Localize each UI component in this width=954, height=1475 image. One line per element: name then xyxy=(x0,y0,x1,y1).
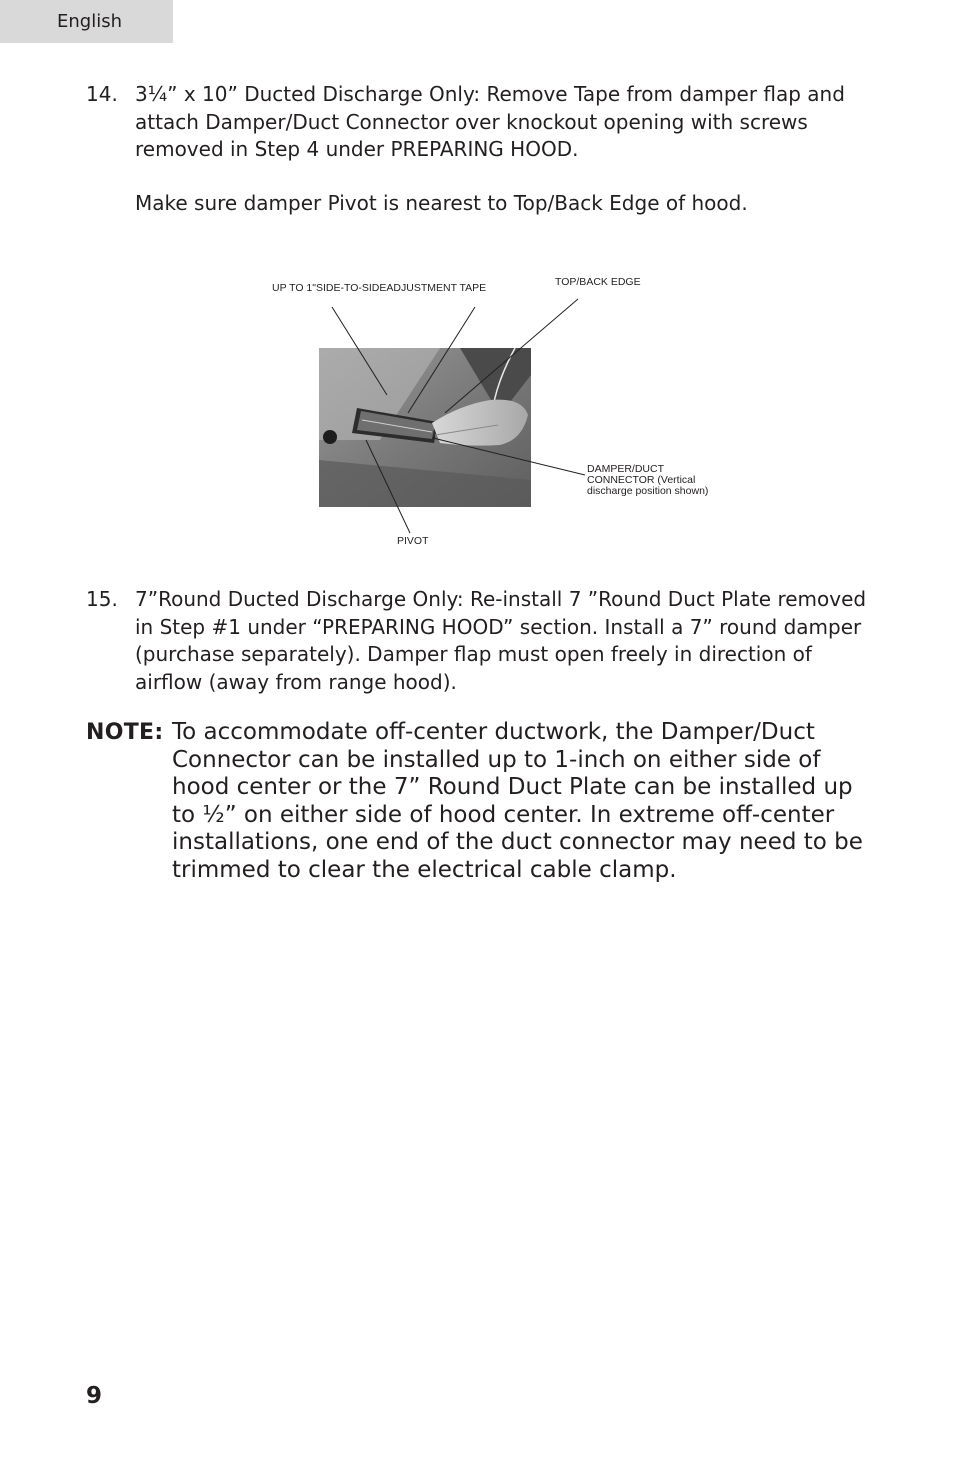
step-text: 3¼” x 10” Ducted Discharge Only: Remove Tape from damper flap and attach Damper/Duct Connector over knockout opening with screws removed in Step 4 under PREPARING HOOD. xyxy=(135,82,845,161)
step-15 xyxy=(86,586,876,696)
label-adjustment-tape: UP TO 1"SIDE-TO-SIDEADJUSTMENT TAPE xyxy=(272,282,487,294)
step-number: 15. xyxy=(86,587,118,611)
note-label: NOTE: xyxy=(86,720,164,745)
step-14 xyxy=(86,81,876,217)
step-text: 7”Round Ducted Discharge Only: Re-install 7 ”Round Duct Plate removed in Step #1 under “PREPARING HOOD” section. Install a 7” round damper (purchase separately). Damper flap must open freely in direction of airflow (away from range hood). xyxy=(135,587,867,694)
step-number: 14. xyxy=(86,82,118,106)
note-block xyxy=(86,719,876,884)
label-pivot: PIVOT xyxy=(397,535,429,547)
step-note: Make sure damper Pivot is nearest to Top/Back Edge of hood. xyxy=(135,190,748,215)
label-damper-duct-connector: DAMPER/DUCT CONNECTOR (Vertical discharge position shown) xyxy=(587,463,709,497)
damper-photo-illustration xyxy=(260,265,740,555)
note-text: To accommodate off-center ductwork, the Damper/Duct Connector can be installed up to 1-inch on either side of hood center or the 7” Round Duct Plate can be installed up to ½” on either side of hood center. In extreme off-center installations, one end of the duct connector may need to be trimmed to clear the electrical cable clamp. xyxy=(172,719,863,883)
page-number: 9 xyxy=(86,1383,103,1409)
language-tab: English xyxy=(0,0,173,43)
damper-installation-figure xyxy=(260,265,740,555)
label-top-back-edge: TOP/BACK EDGE xyxy=(555,276,641,288)
